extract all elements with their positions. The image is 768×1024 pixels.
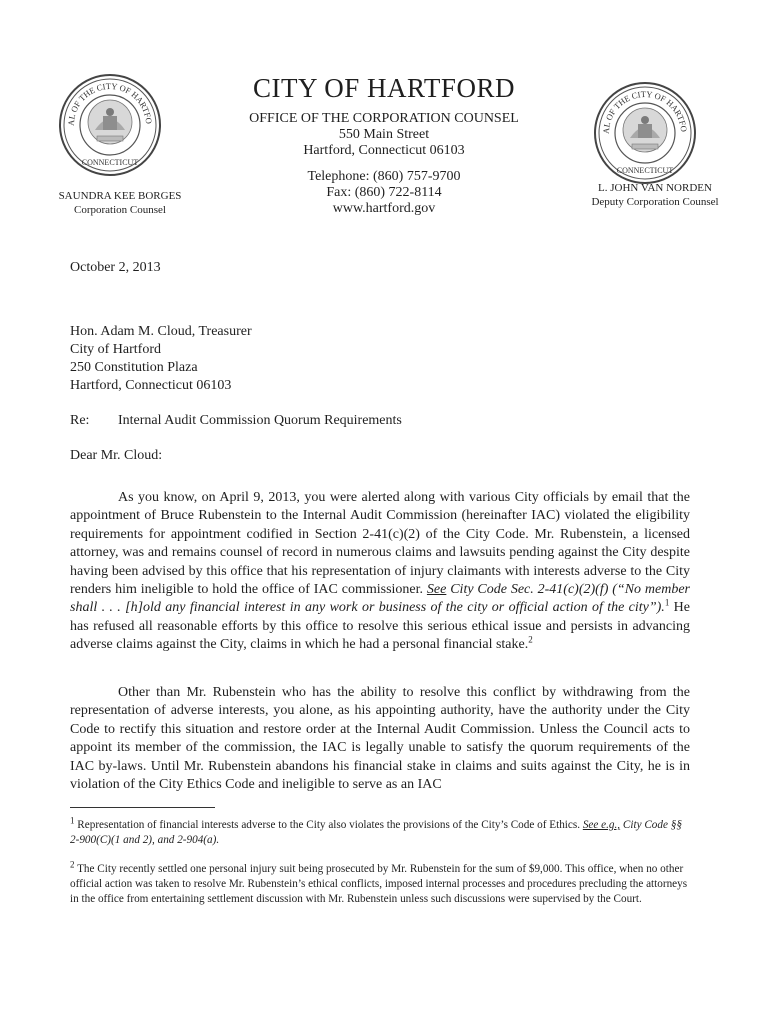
letterhead [200,72,568,217]
footnote-citation: City Code §§ 2-900(C)(1 and 2), and 2-904(a). [70,819,682,846]
subject-text: Internal Audit Commission Quorum Requirements [118,413,402,428]
seal-bottom-text: CONNECTICUT [616,166,674,175]
recipient-line: Hartford, Connecticut 06103 [70,378,232,393]
deputy-counsel-name: L. JOHN VAN NORDEN [598,182,712,194]
recipient-line: Hon. Adam M. Cloud, Treasurer [70,324,252,339]
footnote-ref-1: 1 [664,597,670,608]
office-name: OFFICE OF THE CORPORATION COUNSEL [249,111,519,126]
deputy-counsel-title: Deputy Corporation Counsel [591,196,719,208]
footnote-see-signal: See e.g., [582,819,621,831]
body-paragraph-1 [70,489,690,655]
office-street: 550 Main Street [338,127,430,142]
recipient-line: City of Hartford [70,342,161,357]
office-telephone: Telephone: (860) 757-9700 [307,169,461,184]
seal-bottom-text: CONNECTICUT [81,158,139,167]
seal-arc-text: AL OF THE CITY OF HARTFO [600,88,690,135]
subject-line [70,413,402,429]
office-fax: Fax: (860) 722-8114 [326,185,442,200]
city-seal-left [57,72,163,178]
letter-date: October 2, 2013 [70,260,161,275]
recipient-line: 250 Constitution Plaza [70,360,198,375]
corporation-counsel-title: Corporation Counsel [74,204,166,216]
footnote-divider [70,807,215,808]
recipient-address [70,323,252,395]
seal-arc-text: AL OF THE CITY OF HARTFO [65,80,155,127]
letterhead-title: CITY OF HARTFORD [253,73,515,103]
footnote-number: 2 [70,859,75,870]
footnote-text: Representation of financial interests adverse to the City also violates the provisions of the City’s Code of Ethics. [74,819,583,831]
corporation-counsel-name: SAUNDRA KEE BORGES [58,190,182,202]
paragraph-text: He has refused all reasonable efforts by this office to resolve this serious ethical issue and persists in advancing adverse claims against the City, claims in which he had a personal financial stake. [70,600,690,653]
salutation: Dear Mr. Cloud: [70,448,163,463]
footnote-2 [70,859,690,907]
code-citation: City Code Sec. 2-41(c)(2)(f) (“No member shall . . . [h]old any financial interest in any work or business of the city or official action of the city”). [70,582,691,616]
deputy-counsel-block [565,181,745,209]
see-citation-signal: See [426,582,447,598]
corporation-counsel-block [40,189,200,217]
footnote-text: The City recently settled one personal injury suit being prosecuted by Mr. Rubenstein for the sum of $9,000. This office, when no other official action was taken to resolve Mr. Rubenstein’s ethical conflicts, imposed internal processes and procedures precluding the attorneys in the office from entertaining settlement discussion with Mr. Rubenstein unless such discussions were supervised by the Court. [70,863,688,905]
city-seal-right [592,80,698,186]
body-paragraph-2: Other than Mr. Rubenstein who has the ability to resolve this conflict by withdrawing from the representation of adverse interests, you alone, as his appointing authority, have the authority under the City Code to rectify this situation and restore order at the Internal Audit Commission. Unless the Council acts to appoint its member of the commission, the IAC is legally unable to satisfy the quorum requirements of the IAC by-laws. Until Mr. Rubenstein abandons his financial stake in claims and suits against the City, he is in violation of the City Ethics Code and ineligible to serve as an IAC [70,685,690,793]
office-city-state: Hartford, Connecticut 06103 [303,143,465,158]
subject-label: Re: [70,413,90,428]
footnote-1 [70,815,690,848]
paragraph-text: As you know, on April 9, 2013, you were alerted along with various City officials by email that the appointment of Bruce Rubenstein to the Internal Audit Commission (hereinafter IAC) violated the eligibility requirements for appointment codified in Section 2-41(c)(2) of the City Code. Mr. Rubenstein, a licensed attorney, was and remains counsel of record in numerous claims and lawsuits pending against the City despite having been advised by this office that his representation of injury claimants with interests adverse to the City renders him ineligible to hold the office of IAC commissioner. [70,490,690,598]
footnote-number: 1 [70,815,75,826]
office-website: www.hartford.gov [332,201,436,216]
footnote-ref-2: 2 [528,634,533,645]
